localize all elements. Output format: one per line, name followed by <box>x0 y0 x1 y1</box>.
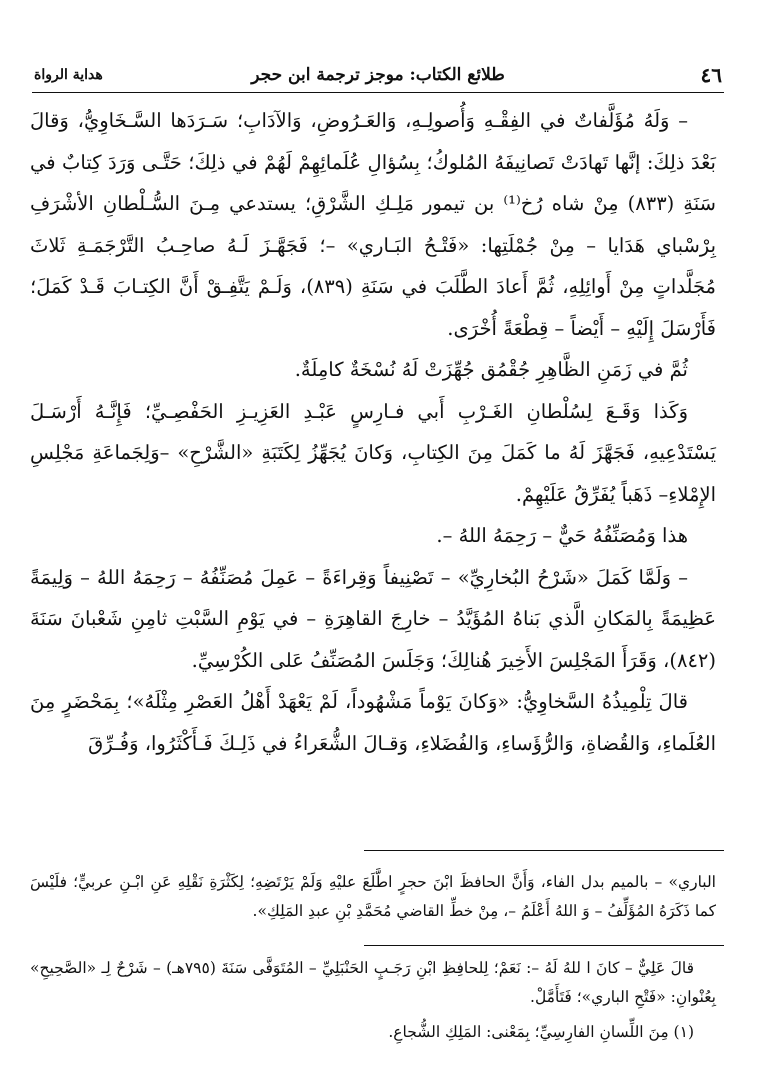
paragraph-sakhawi-quote: قالَ تِلْمِيذُهُ السَّخاوِيُّ: «وَكانَ يَوْماً مَشْهُوداً، لَمْ يَعْهَدْ أَهْلُ العَصْرِ مِثْلَهُ»؛ بِمَحْضَرٍ مِنَ العُلَماءِ، وَالقُضاةِ، وَالرُّؤَساءِ، وَالفُضَلاءِ، وَقـالَ الشُّعَراءُ في ذَلِـكَ فَـأَكْثَرُوا، وَفُـرِّقَ <box>30 690 716 755</box>
footnote-continuation-text: الباري» – بالميم بدل الفاء، وَأَنَّ الحافظَ ابْنَ حجرٍ اطَّلَعَ عليْهِ وَلَمْ يَرْتَضِهِ؛ لِكَثْرَةِ نَقْلِهِ عَنِ ابْـنِ عربيٍّ؛ فلَيْسَ كما ذَكَرَهُ المُؤَلِّفُ – وَ اللهُ أَعْلَمُ –، مِنْ خطِّ القاضي مُحَمَّدِ بْنِ عبدِ المَلِكِ». <box>30 873 716 920</box>
footnote-editor <box>30 954 716 1012</box>
footnote-divider-secondary <box>364 945 724 946</box>
footnote-1-text: (١) مِنَ اللِّسانِ الفارِسِيِّ؛ بِمَعْنى: المَلِكِ الشُّجاعِ. <box>388 1023 694 1041</box>
paragraph-works: – وَلَهُ مُؤَلَّفاتٌ في الفِقْـهِ وَأُصولِـهِ، وَالعَـرُوضِ، وَالآدَابِ؛ سَـرَدَها السَّـخَاوِيُّ، وَقالَ بَعْدَ ذلِكَ: إنَّها تَهادَتْ تَصانِيفَهُ المُلوكُ؛ بِسُؤالِ عُلَمائِهِمْ لَهُمْ في ذلِكَ؛ حَتَّـى وَرَدَ كِتابٌ في سَنَةِ (٨٣٣) مِنْ شاه رُخ⁽¹⁾ بن تيمور مَلِـكِ الشَّرْقِ؛ يستدعي مِـنَ السُّـلْطانِ الأشْرَفِ بِرْسْباي هَدَايا – مِنْ جُمْلَتِها: «فَتْـحُ البَـاري» –؛ فَجَهَّـزَ لَـهُ صاحِـبُ التَّرْجَمَـةِ ثَلاثَ مُجَلَّداتٍ مِنْ أَوائِلِهِ، ثُمَّ أَعادَ الطَّلَبَ في سَنَةِ (٨٣٩)، وَلَـمْ يَتَّفِـقْ أَنَّ الكِتـابَ قَـدْ كَمَلَ؛ فَأَرْسَلَ إِلَيْهِ – أَيْضاً – قِطْعَةً أُخْرَى. <box>30 109 716 340</box>
paragraph-sultan-west: وَكَذا وَقَـعَ لِسُلْطانِ الغَـرْبِ أَبي فـارِسٍ عَبْـدِ العَزِيـزِ الحَفْصِـيِّ؛ فَإِنَّـهُ أَرْسَـلَ يَسْتَدْعِيهِ، فَجَهَّزَ لَهُ ما كَمَلَ مِنَ الكِتابِ، وَكانَ يُجَهِّزُ لِكَتَبَةِ «الشَّرْحِ» –وَلِجَماعَةِ مَجْلِسِ الإِمْلاءِ– ذَهَباً يُفَرِّقُ عَلَيْهِمْ. <box>30 399 716 506</box>
footnote-1 <box>30 1018 716 1047</box>
footnote-editor-text: قالَ عَلِيٌّ – كانَ ا للهُ لَهُ –: نَعَمْ؛ لِلحافِظِ ابْنِ رَجَـبٍ الحَنْبَلِيِّ – المُتَوَفَّى سَنَةَ (٧٩٥هـ) – شَرْحٌ لِـ «الصَّحِيحِ» بِعُنْوانِ: «فَتْحِ الباري»؛ فَتَأَمَّلْ. <box>30 959 716 1006</box>
paragraph-completion: – وَلَمَّا كَمَلَ «شَرْحُ البُخارِيِّ» – تَصْنِيفاً وَقِراءَةً – عَمِلَ مُصَنِّفُهُ – رَحِمَهُ اللهُ – وَلِيمَةً عَظِيمَةً بِالمَكانِ الَّذي بَناهُ المُؤَيَّدُ – خارِجَ القاهِرَةِ – في يَوْمِ السَّبْتِ ثامِنِ شَعْبانَ سَنَةَ (٨٤٢)، وَقَرَأَ المَجْلِسَ الأَخِيرَ هُنالِكَ؛ وَجَلَسَ المُصَنِّفُ عَلى الكُرْسِيِّ. <box>30 565 716 672</box>
footnote-divider <box>364 850 724 851</box>
paragraph-alive: هذا وَمُصَنِّفُهُ حَيٌّ – رَحِمَهُ اللهُ –. <box>436 524 688 547</box>
page-header <box>34 60 722 90</box>
header-divider <box>32 92 724 93</box>
running-title: طلائع الكتاب: موجز ترجمة ابن حجر <box>251 65 505 85</box>
page-number: ٤٦ <box>700 63 722 87</box>
main-text <box>30 100 716 764</box>
paragraph-zahir: ثُمَّ في زَمَنِ الظَّاهِرِ جُقْمُق جُهِّزَتْ لَهُ نُسْخَةٌ كامِلَةٌ. <box>294 358 688 381</box>
footnote-continuation <box>30 868 716 926</box>
book-name: هداية الرواة <box>34 67 103 83</box>
